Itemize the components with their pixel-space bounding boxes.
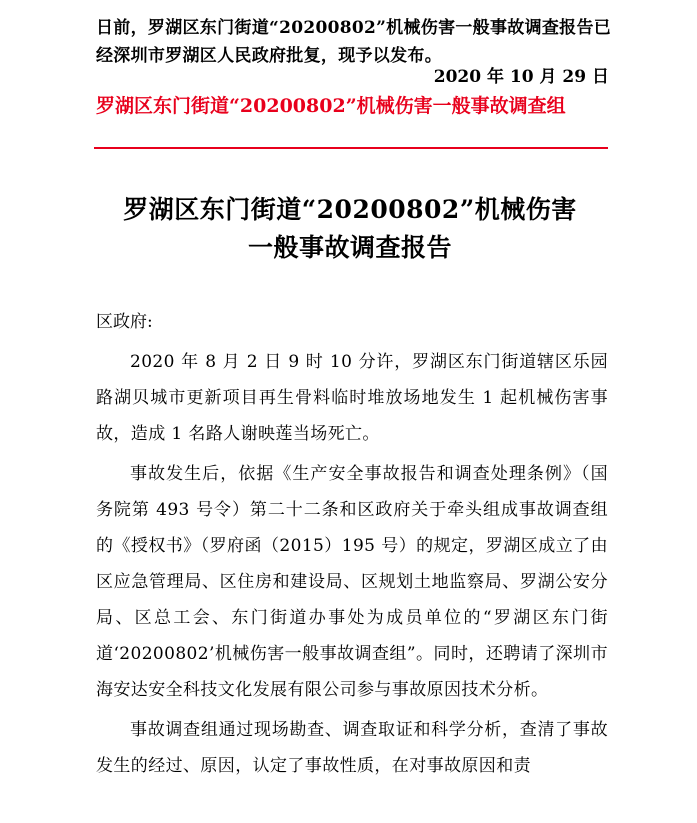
red-divider: [94, 147, 608, 149]
issuing-organization: 罗湖区东门街道“20200802”机械伤害一般事故调查组: [96, 95, 566, 117]
release-date: 2020 年 10 月 29 日: [433, 67, 609, 87]
report-title-line-2: 一般事故调查报告: [247, 233, 452, 262]
report-body: [96, 302, 608, 784]
paragraph: 2020 年 8 月 2 日 9 时 10 分许，罗湖区东门街道辖区乐园路湖贝城市更新项目再生骨料临时堆放场地发生 1 起机械伤害事故，造成 1 名路人谢映莲当场死亡。: [96, 352, 608, 444]
salutation: 区政府:: [96, 312, 153, 332]
paragraph: 事故发生后，依据《生产安全事故报告和调查处理条例》（国务院第 493 号令）第二十二条和区政府关于牵头组成事故调查组的《授权书》（罗府函（2015）195 号）的规定，罗湖区成立了由区应急管理局、区住房和建设局、区规划土地监察局、罗湖公安分局、区总工会、东门街道办事处为成员单位的“罗湖区东门街道‘20200802’机械伤害一般事故调查组”。同时，还聘请了深圳市海安达安全科技文化发展有限公司参与事故原因技术分析。: [96, 464, 608, 700]
paragraph: 事故调查组通过现场勘查、调查取证和科学分析，查清了事故发生的经过、原因，认定了事故性质，在对事故原因和责: [96, 720, 608, 776]
release-notice: 日前，罗湖区东门街道“20200802”机械伤害一般事故调查报告已经深圳市罗湖区人民政府批复，现予以发布。: [96, 18, 612, 66]
report-title-line-1: 罗湖区东门街道“20200802”机械伤害: [123, 195, 577, 224]
